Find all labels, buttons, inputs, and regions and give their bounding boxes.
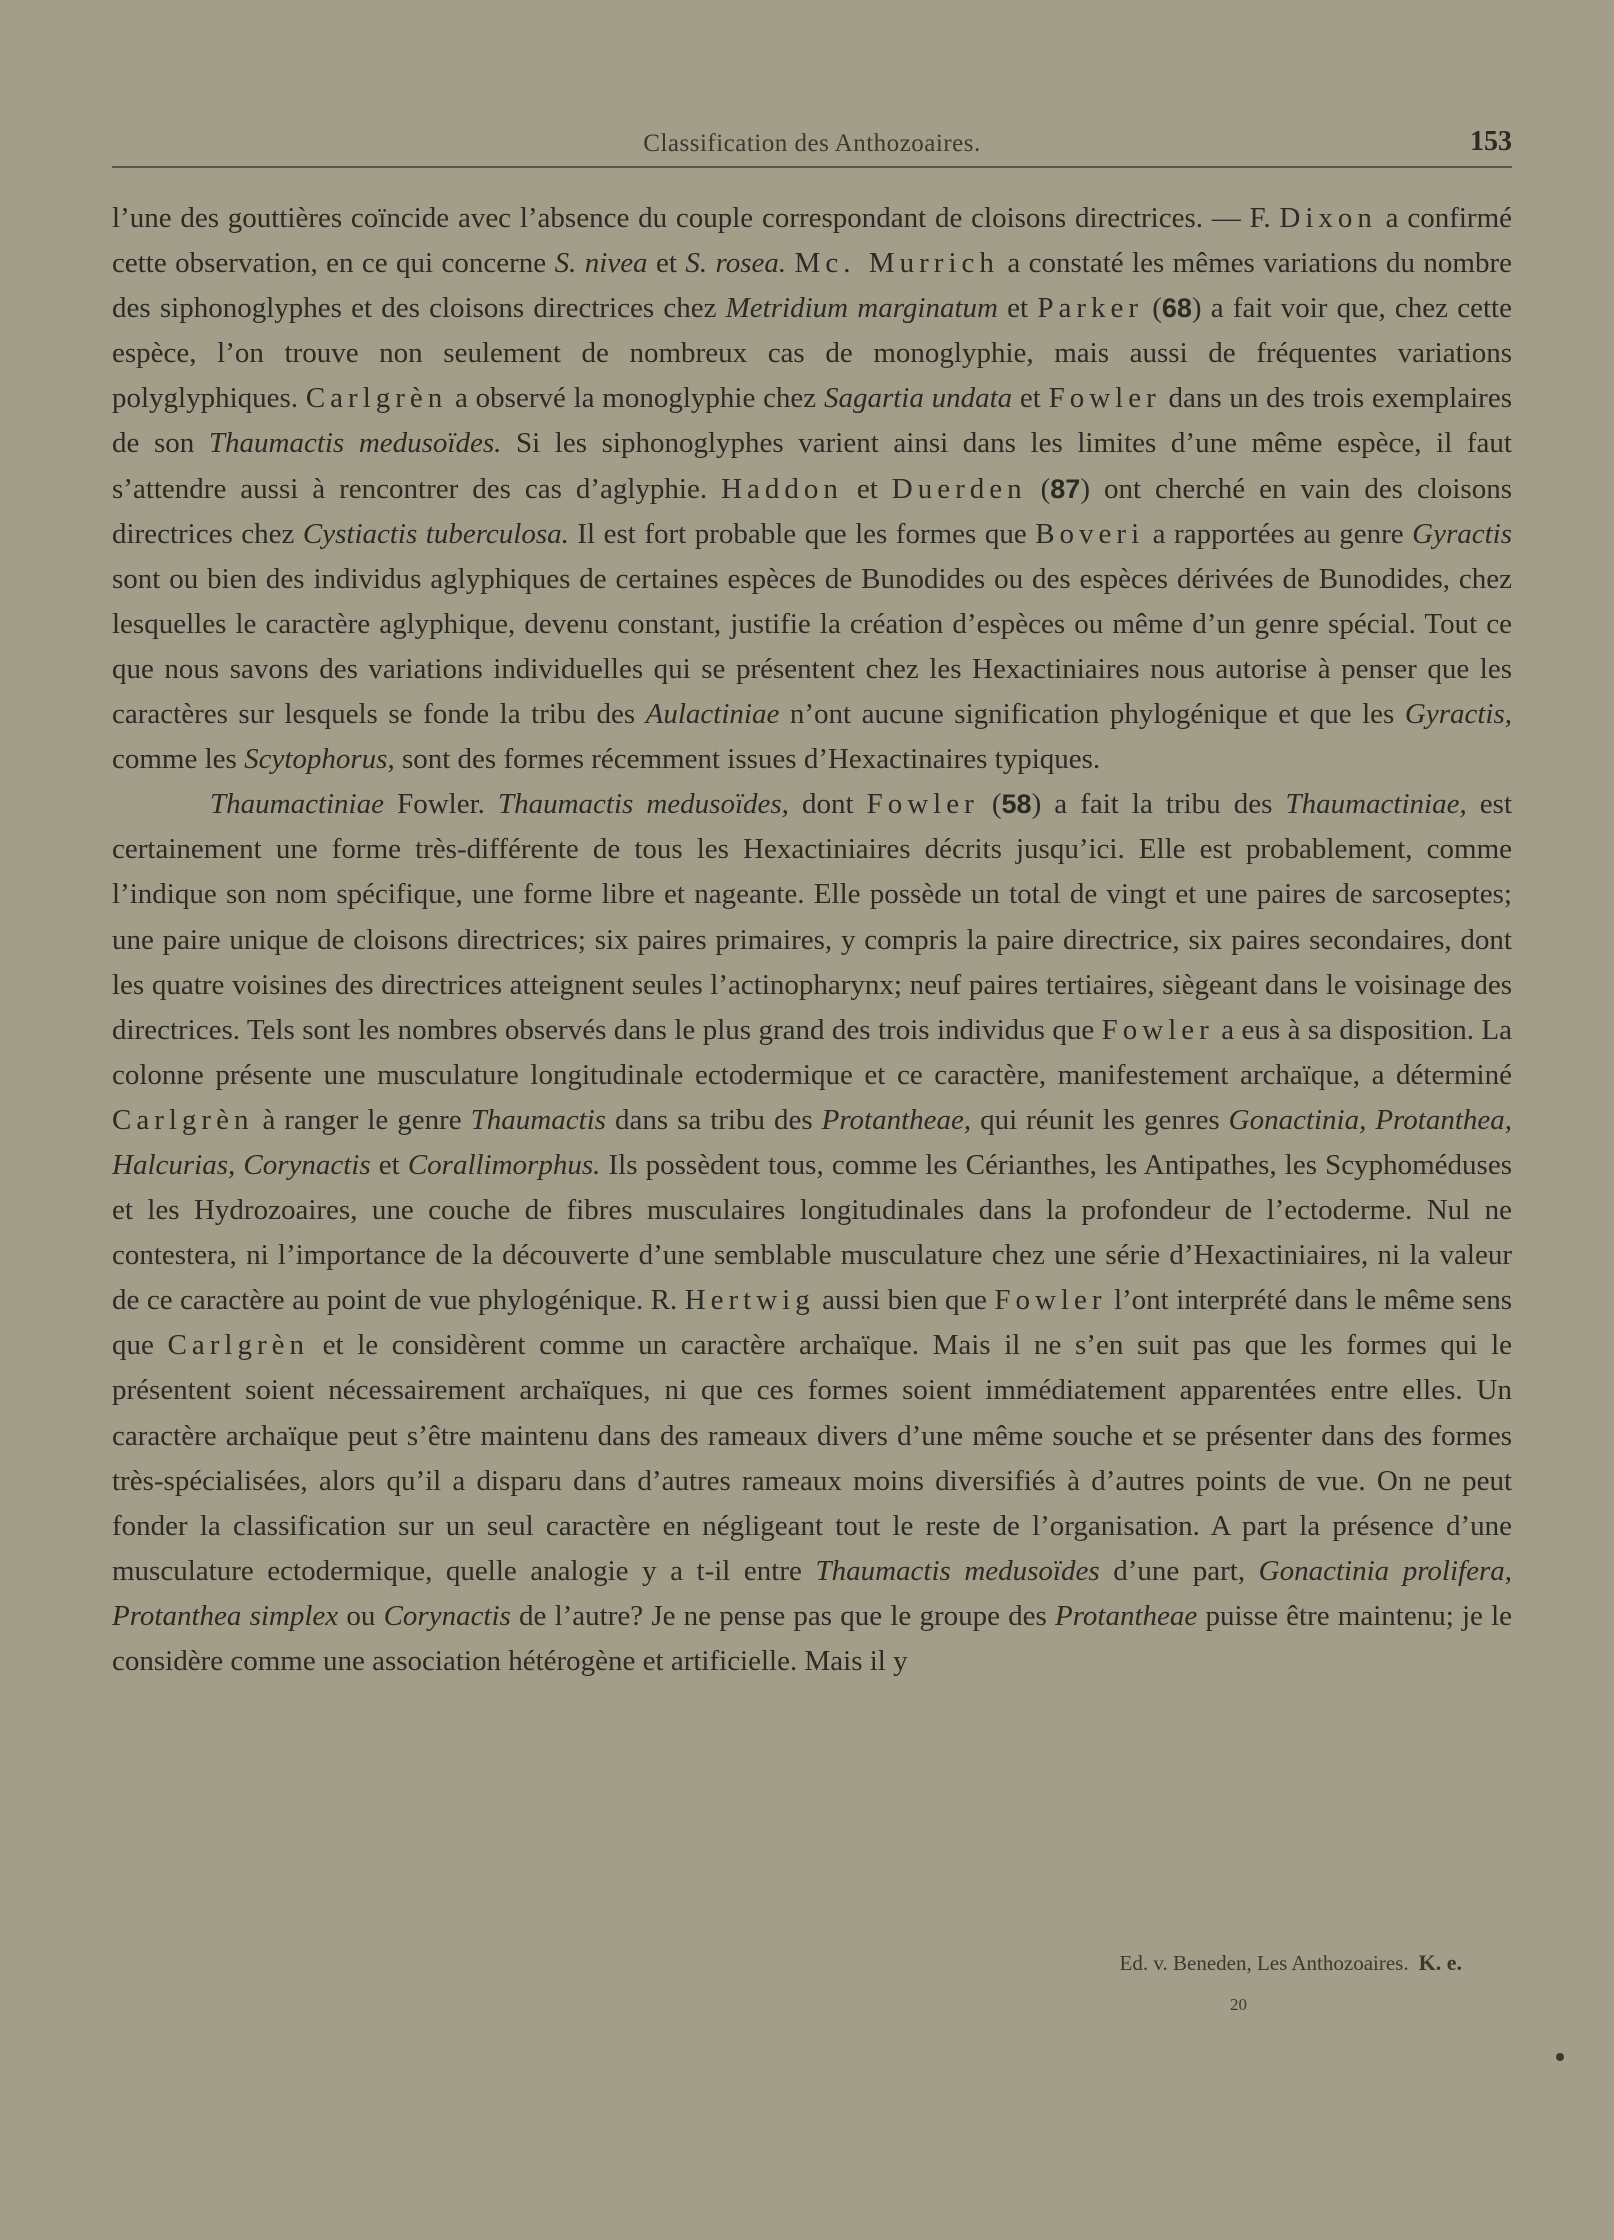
species-name: S. nivea xyxy=(554,247,648,280)
author-name: Parker xyxy=(1037,292,1144,325)
species-name: Thaumactis medusoïdes. xyxy=(208,427,502,460)
author-name: Fowler xyxy=(994,1284,1107,1317)
text-run: et le considèrent comme un caractère archaïque. Mais il ne s’en suit pas que les formes qui le présentent soient nécessairement archaïques, ni que ces formes soient immédiatement apparentées entre elles. Un caractère archaïque peut s’être maintenu dans des rameaux divers d’une même souche et se présenter dans des formes très-spécialisées, alors qu’il a disparu dans d’autres rameaux moins diversifiés à d’autres points de vue. On ne peut fonder la classification sur un seul caractère en négligeant tout le reste de l’organisation. A part la présence d’une musculature ectodermique, quelle analogie y a t-il entre xyxy=(112,1329,1513,1587)
author-name: Haddon xyxy=(721,472,843,505)
credit-text: Ed. v. Beneden, Les Anthozoaires. xyxy=(1119,1951,1409,1975)
text-run: ( xyxy=(1143,292,1162,325)
author-name: Carlgrèn xyxy=(112,1103,254,1136)
paragraph-1 xyxy=(112,196,1512,782)
running-header xyxy=(112,126,1512,168)
text-run: sont des formes récemment issues d’Hexactinaires typiques. xyxy=(394,743,1101,776)
text-run: Fowler. xyxy=(384,788,498,821)
text-run: et xyxy=(997,292,1038,325)
species-name: S. rosea. xyxy=(685,247,787,280)
text-run: ou xyxy=(338,1599,384,1632)
text-run: n’ont aucune signification phylogénique et que les xyxy=(779,698,1405,731)
reference-number: 87 xyxy=(1050,473,1081,504)
text-run: ) a fait la tribu des xyxy=(1031,788,1286,821)
text-run: ) ont cherché en vain des cloisons directrices chez xyxy=(112,472,1512,550)
text-run xyxy=(786,247,794,279)
text-run: puisse être maintenu; je le considère comme une association hétérogène et artificielle. Mais il y xyxy=(112,1599,1512,1677)
text-run: a confirmé cette observation, en ce qui concerne xyxy=(112,202,1513,280)
author-name: Mc. Murrich xyxy=(794,247,999,280)
text-run: et xyxy=(842,472,892,505)
genus-name: Gyractis xyxy=(1412,517,1512,550)
text-run: d’une part, xyxy=(1099,1554,1259,1587)
author-name: Carlgrèn xyxy=(167,1329,309,1362)
species-name: Thaumactis medusoïdes, xyxy=(497,788,789,821)
paragraph-2 xyxy=(112,782,1512,1684)
species-name: Sagartia undata xyxy=(823,382,1013,415)
author-name: Fowler xyxy=(1101,1013,1214,1046)
text-run: l’une des gouttières coïncide avec l’absence du couple correspondant de cloisons directrices. — F. xyxy=(112,202,1280,234)
genus-name: Thaumactis xyxy=(470,1103,606,1136)
genus-list: Gonactinia, Protanthea, Halcurias, Corynactis xyxy=(112,1103,1512,1181)
genus-name: Corallimorphus. xyxy=(407,1148,601,1181)
text-run: et xyxy=(370,1148,408,1181)
author-name: Dixon xyxy=(1279,202,1377,234)
signature-mark: K. e. xyxy=(1418,1950,1462,1975)
genus-name: Gyractis, xyxy=(1404,698,1512,731)
sheet-number: 20 xyxy=(1230,1995,1247,2014)
reference-number: 68 xyxy=(1161,293,1192,324)
footer-credit xyxy=(112,1950,1512,1976)
author-name: Duerden xyxy=(891,472,1027,505)
text-run: Il est fort probable que les formes que xyxy=(568,517,1036,550)
text-run: qui réunit les genres xyxy=(971,1103,1229,1136)
species-name: Cystiactis tuberculosa. xyxy=(302,517,569,550)
text-run: dans sa tribu des xyxy=(605,1103,822,1136)
text-run: dans un des trois exemplaires de son xyxy=(112,382,1512,460)
text-run: a constaté les mêmes variations du nombre des siphonoglyphes et des cloisons directrices chez xyxy=(112,247,1513,325)
taxon-name: Thaumactiniae, xyxy=(1285,788,1467,821)
genus-name: Corynactis xyxy=(383,1599,511,1632)
text-run: ( xyxy=(978,788,1002,821)
running-title: Classification des Anthozoaires. xyxy=(643,130,981,157)
taxon-name: Aulactiniae xyxy=(645,698,780,731)
ink-spot xyxy=(1556,2053,1564,2061)
author-name: Fowler xyxy=(866,788,979,821)
reference-number: 58 xyxy=(1001,789,1032,820)
species-name: Thaumactis medusoïdes xyxy=(815,1554,1100,1587)
text-run: a observé la monoglyphie chez xyxy=(447,382,824,415)
text-run: a rapportées au genre xyxy=(1144,517,1413,550)
text-run: à ranger le genre xyxy=(253,1103,471,1136)
genus-name: Scytophorus, xyxy=(244,743,395,776)
author-name: Fowler xyxy=(1048,382,1161,415)
author-name: Carlgrèn xyxy=(305,382,448,415)
page-number: 153 xyxy=(1470,126,1512,157)
species-name: Metridium marginatum xyxy=(725,292,998,325)
text-run: ( xyxy=(1026,472,1051,505)
text-run: l’ont interprété dans le même sens que xyxy=(112,1284,1512,1362)
text-run: sont ou bien des individus aglyphiques de certaines espèces de Bunodides ou des espèces dérivées de Bunodides, chez lesquelles le caractère aglyphique, devenu constant, justifie la création d’espèces ou même d’un genre spécial. Tout ce que nous savons des variations individuelles qui se présentent chez les Hexactiniaires nous autorise à penser que les caractères sur lesquels se fonde la tribu des xyxy=(112,562,1512,731)
text-run: ) a fait voir que, chez cette espèce, l’on trouve non seulement de nombreux cas de monoglyphie, mais aussi de fréquentes variations polyglyphiques. xyxy=(112,292,1512,415)
text-run: Ils possèdent tous, comme les Cérianthes, les Antipathes, les Scyphoméduses et les Hydrozoaires, une couche de fibres musculaires longitudinales dans la profondeur de l’ectoderme. Nul ne contestera, ni l’importance de la découverte d’une semblable musculature chez une série d’Hexactiniaires, ni la valeur de ce caractère au point de vue phylogénique. R. xyxy=(112,1148,1512,1317)
text-run: et xyxy=(1012,382,1049,415)
text-run: de l’autre? Je ne pense pas que le groupe des xyxy=(510,1599,1055,1632)
taxon-name: Protantheae xyxy=(1055,1599,1198,1632)
text-run: et xyxy=(647,247,686,280)
author-name: Boveri xyxy=(1035,517,1145,550)
author-name: Hertwig xyxy=(684,1284,815,1317)
taxon-name: Thaumactiniae xyxy=(210,788,384,821)
text-run: aussi bien que xyxy=(814,1284,995,1317)
text-run: a eus à sa disposition. La colonne présente une musculature longitudinale ectodermique et ce caractère, manifestement archaïque, a déterminé xyxy=(112,1013,1512,1091)
text-run: Si les siphonoglyphes varient ainsi dans les limites d’une même espèce, il faut s’attendre aussi à rencontrer des cas d’aglyphie. xyxy=(112,427,1512,505)
text-run: est certainement une forme très-différente de tous les Hexactiniaires décrits jusqu’ici. Elle est probablement, comme l’indique son nom spécifique, une forme libre et nageante. Elle possède un total de vingt et une paires de sarcoseptes; une paire unique de cloisons directrices; six paires primaires, y compris la paire directrice, six paires secondaires, dont les quatre voisines des directrices atteignent seules l’actinopharynx; neuf paires tertiaires, siègeant dans le voisinage des directrices. Tels sont les nombres observés dans le plus grand des trois individus que xyxy=(112,788,1512,1046)
taxon-name: Protantheae, xyxy=(821,1103,972,1136)
species-list: Gonactinia prolifera, Protanthea simplex xyxy=(112,1554,1512,1632)
text-run: dont xyxy=(788,788,867,821)
text-run: comme les xyxy=(112,743,245,776)
body-text xyxy=(112,196,1512,1684)
